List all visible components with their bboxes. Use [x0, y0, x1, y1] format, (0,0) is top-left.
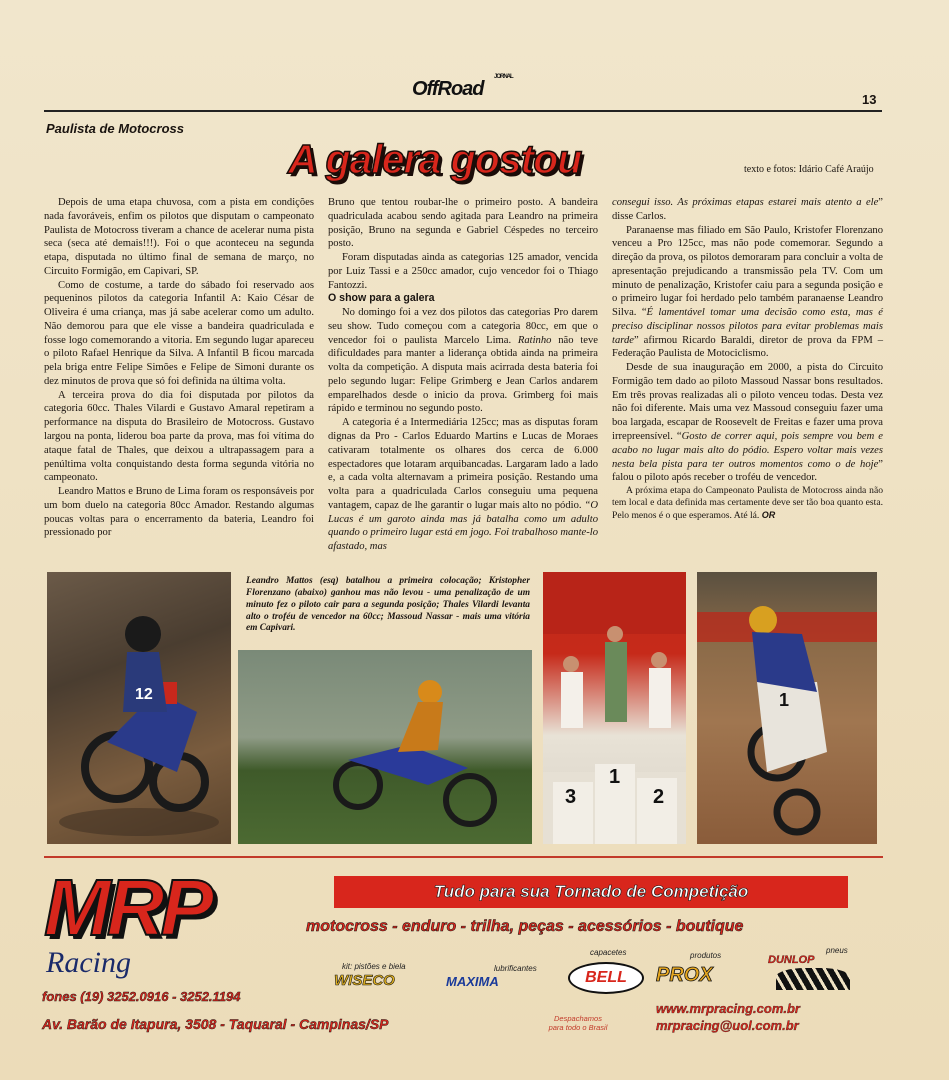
bike-number: 1	[779, 690, 790, 710]
text-run-italic: Ratinho	[517, 334, 552, 346]
photo-kristofer-florenzano	[238, 650, 532, 844]
brand-dunlop: DUNLOP	[768, 954, 815, 966]
text-run: ” afirmou Ricardo Baraldi, diretor de prova da FPM – Federação Paulista de Motociclismo.	[612, 334, 883, 360]
text-run-italic: “O Lucas é um garoto ainda mas já batalha como um adulto quando o primeiro lugar está em jogo. Foi trabalhoso mante-lo afastado, mas	[328, 499, 598, 553]
text-run: Desde de sua inauguração em 2000, a pista do Circuito Formigão tem dado ao piloto Massoud Nassar bons resultados. Em três provas realizadas ali o piloto venceu todas. Desta vez não foi diferente. Mais uma vez Massoud conseguiu fazer uma boa largada, escapar de Roosevelt de Freitas e fazer uma prova irrepreensível. “	[612, 362, 883, 443]
logo-main: OffRoad	[412, 78, 484, 100]
ad-address: Av. Barão de Itapura, 3508 - Taquaral - Campinas/SP	[42, 1016, 389, 1032]
racing-script: Racing	[46, 946, 131, 979]
podium-first: 1	[609, 766, 621, 788]
rider-illustration	[47, 572, 231, 844]
brand-wiseco: WISECO	[334, 972, 395, 989]
label-kit: kit: pistões e biela	[342, 962, 406, 971]
text-run-italic: É lamentável tomar uma decisão como esta, mas é preciso disciplinar nossos pilotos para evitar problemas mais tarde	[612, 307, 883, 346]
text-run: ” falou o piloto após receber o troféu de vencedor.	[612, 458, 883, 484]
brand-bell: BELL	[568, 962, 644, 994]
brand-prox: PROX	[656, 964, 713, 986]
article-column-2	[328, 196, 598, 554]
podium-second: 2	[653, 786, 665, 808]
mrp-logo: MRP	[44, 863, 210, 952]
paragraph: Como de costume, a tarde do sábado foi reservado aos pequeninos pilotos da categoria Infantil A: Kaio César de Oliveira é uma criança, mas já sabe acelerar como um adulto. Não demorou para que ele visse a bandeira quadriculada e fosse logo comemorando a vitoria. Em segundo lugar apareceu o piloto Rafael Henrique da Silva. A Infantil B ficou marcada pela briga entre Felipe Simões e Felipe de Simoni durante os dez minutos de prova que só foi definida na última volta.	[44, 279, 314, 387]
brand-maxima: MAXIMA	[446, 974, 499, 989]
ad-rule	[44, 856, 883, 858]
label-tires: pneus	[826, 946, 848, 955]
photo-podium	[543, 572, 686, 844]
paragraph: Depois de uma etapa chuvosa, com a pista em condições nada favoráveis, enfim os pilotos que disputam o campeonato Paulista de Motocross tiveram a chance de acelerar numa pista seca (seca até demais!!!). Foi o que aconteceu na segunda etapa, disputada no último final de semana de março, no Circuito Formigão, em Capivari, SP.	[44, 197, 314, 277]
paragraph	[612, 224, 883, 362]
ad-categories: motocross - enduro - trilha, peças - acessórios - boutique	[306, 918, 744, 935]
jump-illustration	[238, 650, 532, 844]
ad-website[interactable]: www.mrpracing.com.br	[656, 1001, 800, 1016]
logo-small: JORNAL	[494, 74, 513, 80]
end-sign: OR	[761, 509, 776, 520]
section-label: Paulista de Motocross	[46, 121, 184, 136]
text-run: A categoria é a Intermediária 125cc; mas as disputas foram dignas da Pro - Carlos Eduardo Martins e Lucas de Moraes cativaram totalmente os olhares dos cerca de 6.000 espectadores que lotaram arquibancadas. Largaram lado a lado e, a cada volta alternavam a primeira posição. Restando uma volta para a quadriculada Carlos conseguiu uma pequena vantagem, capaz de lhe garantir o lugar mais alto no pódio.	[328, 417, 598, 511]
paragraph	[328, 306, 598, 416]
ad-email[interactable]: mrpracing@uol.com.br	[656, 1018, 799, 1033]
page-number: 13	[862, 92, 877, 107]
photo-caption: Leandro Mattos (esq) batalhou a primeira colocação; Kristopher Florenzano (abaixo) ganhou mas não levou - uma penalização de um minuto fez o piloto cair para a segunda posição; Thales Vilardi levanta alto o troféu de vencedor na 60cc; Massoud Nassar - mais uma vitória em Capivari.	[246, 576, 530, 634]
text-run-italic: Gosto de correr aqui, pois sempre vou bem e acabo no lugar mais alto do pódio. Espero voltar mais vezes nesta bela pista para ter outros momentos como o de hoje	[612, 431, 883, 470]
ad-banner: Tudo para sua Tornado de Competição	[334, 876, 848, 908]
subheading: O show para a galera	[328, 292, 435, 305]
photo-leandro-mattos	[47, 572, 231, 844]
paragraph	[328, 416, 598, 554]
ad-phones: fones (19) 3252.0916 - 3252.1194	[42, 989, 241, 1004]
paragraph	[612, 196, 883, 224]
header-rule	[44, 110, 882, 112]
article-column-1	[44, 196, 314, 540]
paragraph: A terceira prova do dia foi disputada por pilotos da categoria 60cc. Thales Vilardi e Gustavo Amaral repetiram a performance na disputa do Brasileiro de Motocross. Gustavo largou na ponta, liderou boa parte da prova, mas foi vítima do ataque fatal de Thales, que deixou a ultrapassagem para a penúltima volta conquistando desta forma segunda vitória no campeonato.	[44, 389, 314, 484]
bike-number: 12	[135, 686, 153, 703]
paragraph	[612, 485, 883, 522]
text-run-italic: consegui isso. As próximas etapas estarei mais atento a ele	[612, 197, 879, 208]
tire-graphic	[776, 968, 850, 990]
paragraph: Foram disputadas ainda as categorias 125 amador, vencida por Luiz Tassi e a 250cc amador, cujo vencedor foi o Thiago Fantozzi.	[328, 252, 598, 291]
ad-shipping: Despachamos para todo o Brasil	[548, 1014, 608, 1032]
label-products: produtos	[690, 951, 722, 960]
paragraph: Bruno que tentou roubar-lhe o primeiro posto. A bandeira quadriculada acabou sendo agitada para Leandro na primeira posição, Bruno na segunda e Gabriel Céspedes no terceiro posto.	[328, 197, 598, 250]
text-run: No domingo foi a vez dos pilotos das categorias Pro darem seu show. Tudo começou com a categoria 80cc, em que o vencedor foi o paulista Marcelo Lima.	[328, 307, 598, 346]
text-run: Paranaense mas filiado em São Paulo, Kristofer Florenzano venceu a Pro 125cc, mas não pode comemorar. Segundo a direção da prova, os pilotos demoraram para concluir a volta de apresentação prejudicando a transmissão pela TV. Com um minuto de penalização, Kristofer caiu para a segunda posição e o primeiro lugar foi herdado pelo também paranaense Leandro Silva. “	[612, 224, 883, 319]
offroad-logo	[412, 74, 513, 101]
text-run: não teve dificuldades para manter a liderança obtida ainda na primeira volta da competição. A disputa mais acirrada desta bateria foi pelo segundo lugar: Felipe Grimberg e Jean Carlos andarem emparelhados desde o inicio da prova. Grimberg foi mais rápido e terminou no segundo posto.	[328, 334, 598, 415]
photo-credit: texto e fotos: Idário Café Araújo	[744, 164, 874, 175]
podium-third: 3	[565, 786, 577, 808]
article-column-3	[612, 196, 883, 522]
paragraph: Leandro Mattos e Bruno de Lima foram os responsáveis por um bom duelo na categoria 80cc Amador. Restando algumas poucas voltas para o encerramento da bateria, Leandro foi pressionado por	[44, 486, 314, 539]
text-run: ” disse Carlos.	[612, 197, 883, 222]
photo-massoud-nassar	[697, 572, 877, 844]
label-lubricants: lubrificantes	[494, 964, 537, 973]
text-run: A próxima etapa do Campeonato Paulista de Motocross ainda não tem local e data definida mas certamente deve ser tão boa quanto esta. Pelo menos é o que esperamos. Até lá.	[612, 485, 883, 521]
label-helmets: capacetes	[590, 948, 627, 957]
paragraph	[612, 361, 883, 485]
ad-contacts	[656, 1000, 800, 1034]
headline: A galera gostou	[288, 136, 582, 182]
